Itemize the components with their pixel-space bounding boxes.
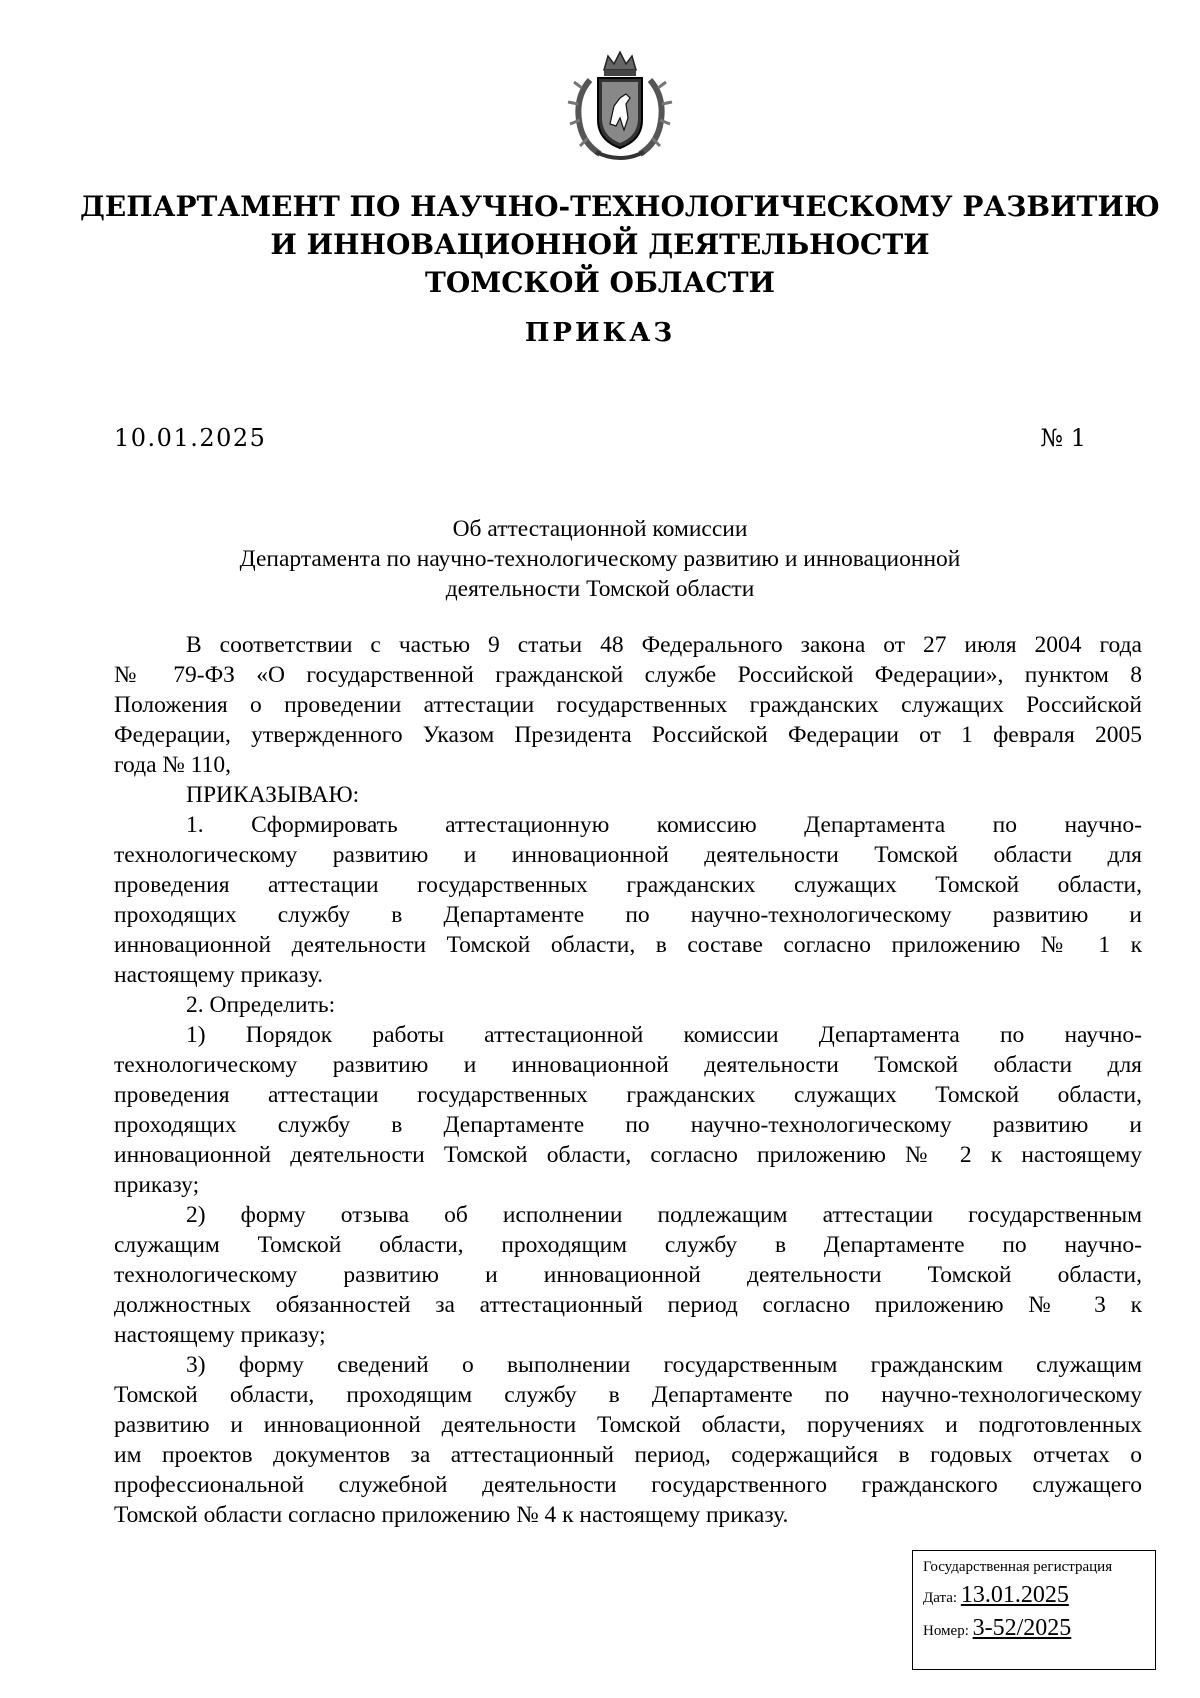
body-line-subitem-3: 3) форму сведений о выполнении государственным гражданским служащим [186, 1352, 1142, 1378]
body-line-order-word: ПРИКАЗЫВАЮ: [186, 782, 360, 808]
body-line: проходящих службу в Департаменте по научно-технологическому развитию и [114, 902, 1142, 928]
body-line: проведения аттестации государственных гражданских служащих Томской области, [114, 872, 1142, 898]
order-subject [114, 514, 1086, 604]
body-line: Положения о проведении аттестации государственных гражданских служащих Российской [114, 692, 1142, 718]
department-line-1: ДЕПАРТАМЕНТ ПО НАУЧНО-ТЕХНОЛОГИЧЕСКОМУ РАЗВИТИЮ [80, 190, 1160, 223]
subject-line: Департамента по научно-технологическому развитию и инновационной [239, 546, 961, 572]
body-line: им проектов документов за аттестационный период, содержащийся в годовых отчетах о [114, 1442, 1142, 1468]
registration-date-row [923, 1582, 1145, 1609]
body-line-item-1: 1. Сформировать аттестационную комиссию Департамента по научно- [186, 812, 1142, 838]
department-name [80, 188, 1160, 302]
order-date: 10.01.2025 [114, 424, 267, 452]
registration-number-label: Номер: [923, 1623, 969, 1639]
body-line: года № 110, [114, 752, 231, 778]
body-line-item-2: 2. Определить: [186, 992, 336, 1018]
order-body [114, 630, 1142, 1530]
body-line: настоящему приказу. [114, 962, 323, 988]
department-line-3: ТОМСКОЙ ОБЛАСТИ [424, 266, 776, 299]
body-line-subitem-1: 1) Порядок работы аттестационной комиссии Департамента по научно- [186, 1022, 1142, 1048]
body-line: В соответствии с частью 9 статьи 48 Федерального закона от 27 июля 2004 года [186, 632, 1142, 658]
document-type-title: ПРИКАЗ [524, 318, 676, 348]
registration-number-value: 3-52/2025 [972, 1615, 1072, 1641]
body-line: проведения аттестации государственных гражданских служащих Томской области, [114, 1082, 1142, 1108]
registration-stamp [912, 1550, 1156, 1670]
body-line: профессиональной служебной деятельности государственного гражданского служащего [114, 1472, 1142, 1498]
body-line: технологическому развитию и инновационной деятельности Томской области для [114, 1052, 1142, 1078]
registration-date-label: Дата: [923, 1590, 958, 1606]
body-line: инновационной деятельности Томской области, в составе согласно приложению № 1 к [114, 932, 1142, 958]
body-line: Федерации, утвержденного Указом Президента Российской Федерации от 1 февраля 2005 [114, 722, 1142, 748]
body-line: Томской области, проходящим службу в Департаменте по научно-технологическому [114, 1382, 1142, 1408]
body-line-subitem-2: 2) форму отзыва об исполнении подлежащим аттестации государственным [186, 1202, 1142, 1228]
body-line: технологическому развитию и инновационной деятельности Томской области для [114, 842, 1142, 868]
body-line: инновационной деятельности Томской области, согласно приложению № 2 к настоящему [114, 1142, 1142, 1168]
body-line: проходящих службу в Департаменте по научно-технологическому развитию и [114, 1112, 1142, 1138]
body-line: Томской области согласно приложению № 4 к настоящему приказу. [114, 1502, 789, 1528]
body-line: развитию и инновационной деятельности Томской области, поручениях и подготовленных [114, 1412, 1142, 1438]
order-number: № 1 [1040, 424, 1086, 452]
body-line: приказу; [114, 1172, 200, 1198]
subject-line: Об аттестационной комиссии [452, 516, 748, 542]
department-line-2: И ИННОВАЦИОННОЙ ДЕЯТЕЛЬНОСТИ [270, 228, 930, 261]
registration-caption: Государственная регистрация [923, 1559, 1113, 1575]
tomsk-oblast-coat-of-arms-icon [560, 48, 680, 166]
body-line: № 79-ФЗ «О государственной гражданской службе Российской Федерации», пунктом 8 [114, 662, 1142, 688]
registration-number-row [923, 1615, 1145, 1642]
registration-date-value: 13.01.2025 [960, 1582, 1069, 1608]
body-line: служащим Томской области, проходящим службу в Департаменте по научно- [114, 1232, 1142, 1258]
subject-line: деятельности Томской области [445, 576, 755, 602]
body-line: настоящему приказу; [114, 1322, 326, 1348]
body-line: технологическому развитию и инновационной деятельности Томской области, [114, 1262, 1142, 1288]
body-line: должностных обязанностей за аттестационный период согласно приложению № 3 к [114, 1292, 1142, 1318]
